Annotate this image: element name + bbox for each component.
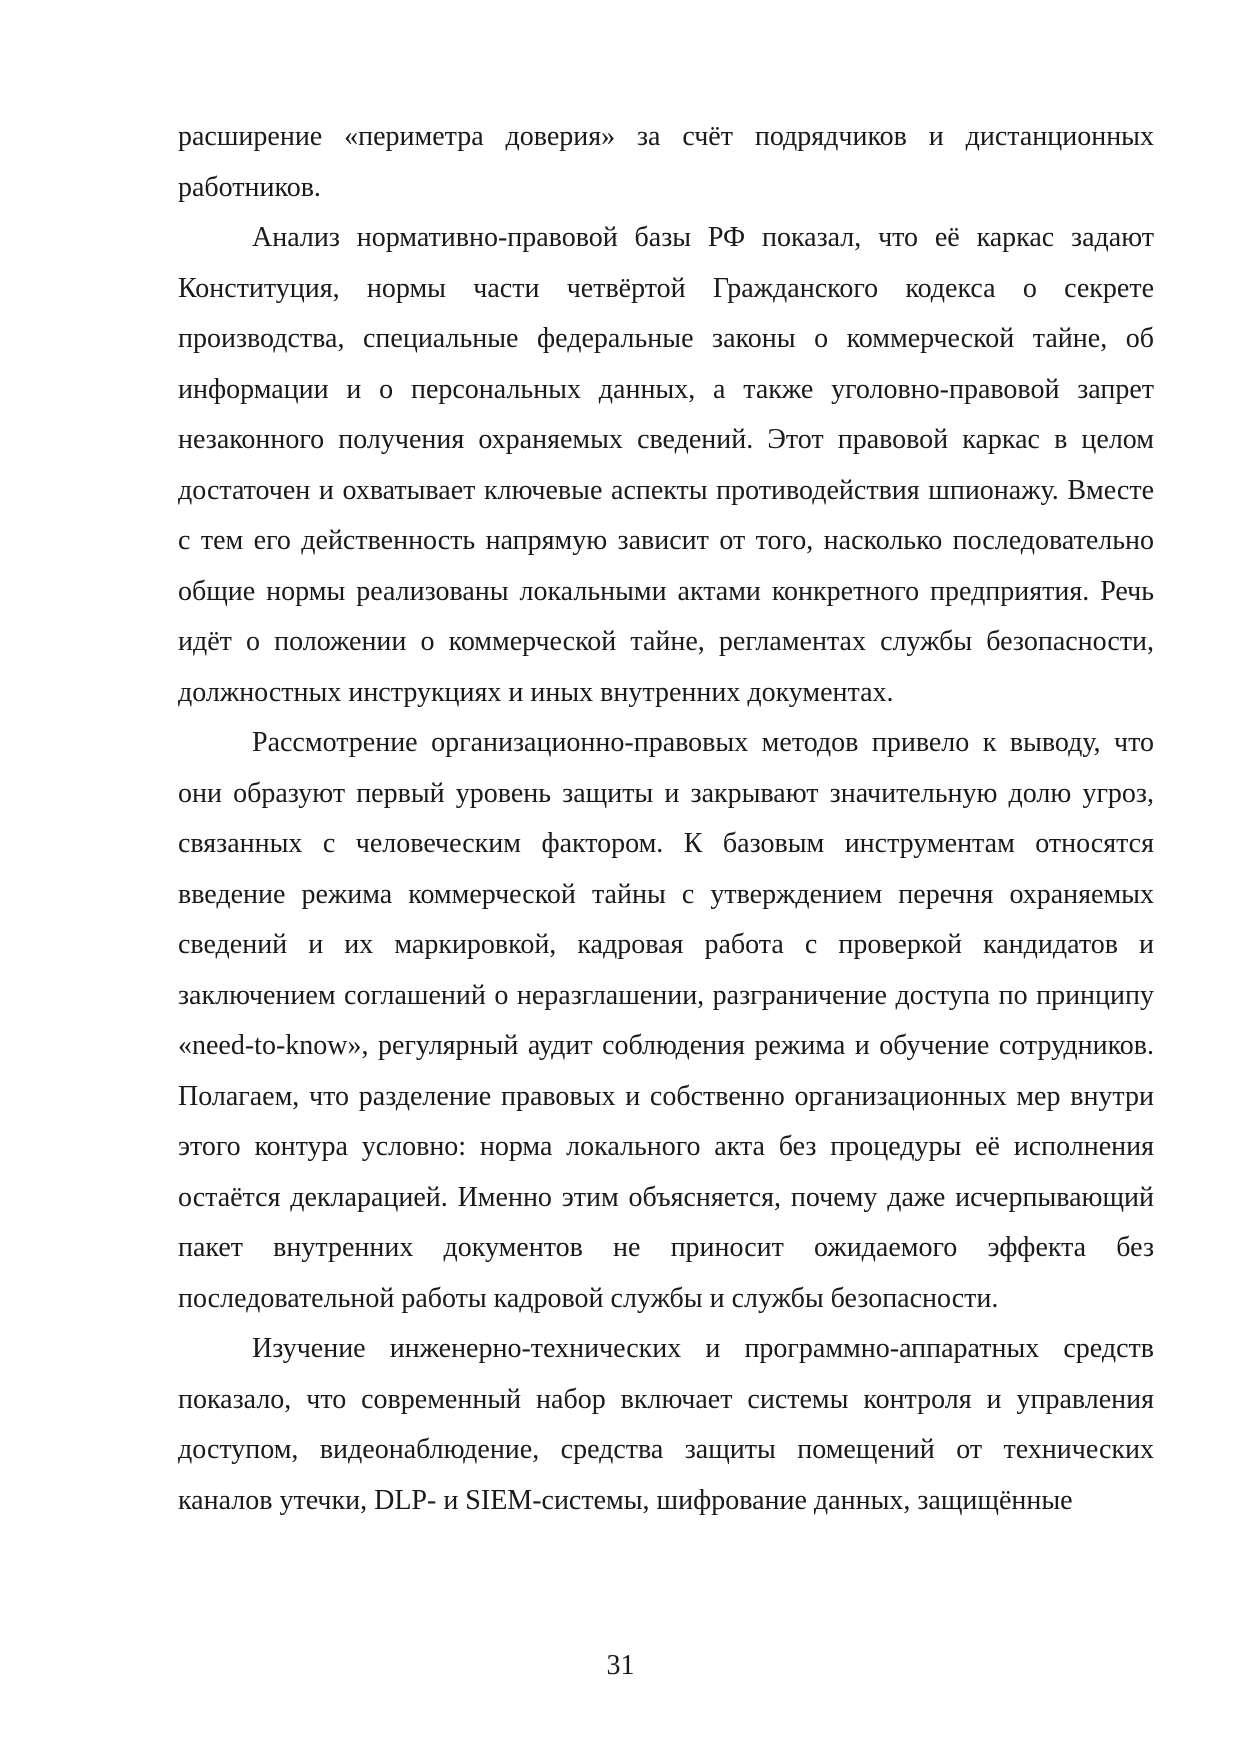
paragraph-organizational-methods: Рассмотрение организационно-правовых методов привело к выводу, что они образуют первый уровень защиты и закрывают значительную долю угроз, связанных с человеческим фактором. К базовым инструментам относятся введение режима коммерческой тайны с утверждением перечня охраняемых сведений и их маркировкой, кадровая работа с проверкой кандидатов и заключением соглашений о неразглашении, разграничение доступа по принципу «need-to-know», регулярный аудит соблюдения режима и обучение сотрудников. Полагаем, что разделение правовых и собственно организационных мер внутри этого контура условно: норма локального акта без процедуры её исполнения остаётся декларацией. Именно этим объясняется, почему даже исчерпывающий пакет внутренних документов не приносит ожидаемого эффекта без последовательной работы кадровой службы и службы безопасности.	[178, 727, 1154, 1314]
page-number: 31	[606, 1650, 635, 1681]
paragraph-continuation: расширение «периметра доверия» за счёт подрядчиков и дистанционных работников.	[178, 121, 1154, 203]
paragraph-technical-means: Изучение инженерно-технических и программно-аппаратных средств показало, что современный набор включает системы контроля и управления доступом, видеонаблюдение, средства защиты помещений от технических каналов утечки, DLP- и SIEM-системы, шифрование данных, защищённые	[178, 1333, 1154, 1516]
body-text	[178, 112, 1154, 1526]
paragraph-legal-framework: Анализ нормативно-правовой базы РФ показал, что её каркас задают Конституция, нормы части четвёртой Гражданского кодекса о секрете производства, специальные федеральные законы о коммерческой тайне, об информации и о персональных данных, а также уголовно-правовой запрет незаконного получения охраняемых сведений. Этот правовой каркас в целом достаточен и охватывает ключевые аспекты противодействия шпионажу. Вместе с тем его действенность напрямую зависит от того, насколько последовательно общие нормы реализованы локальными актами конкретного предприятия. Речь идёт о положении о коммерческой тайне, регламентах службы безопасности, должностных инструкциях и иных внутренних документах.	[178, 222, 1154, 708]
